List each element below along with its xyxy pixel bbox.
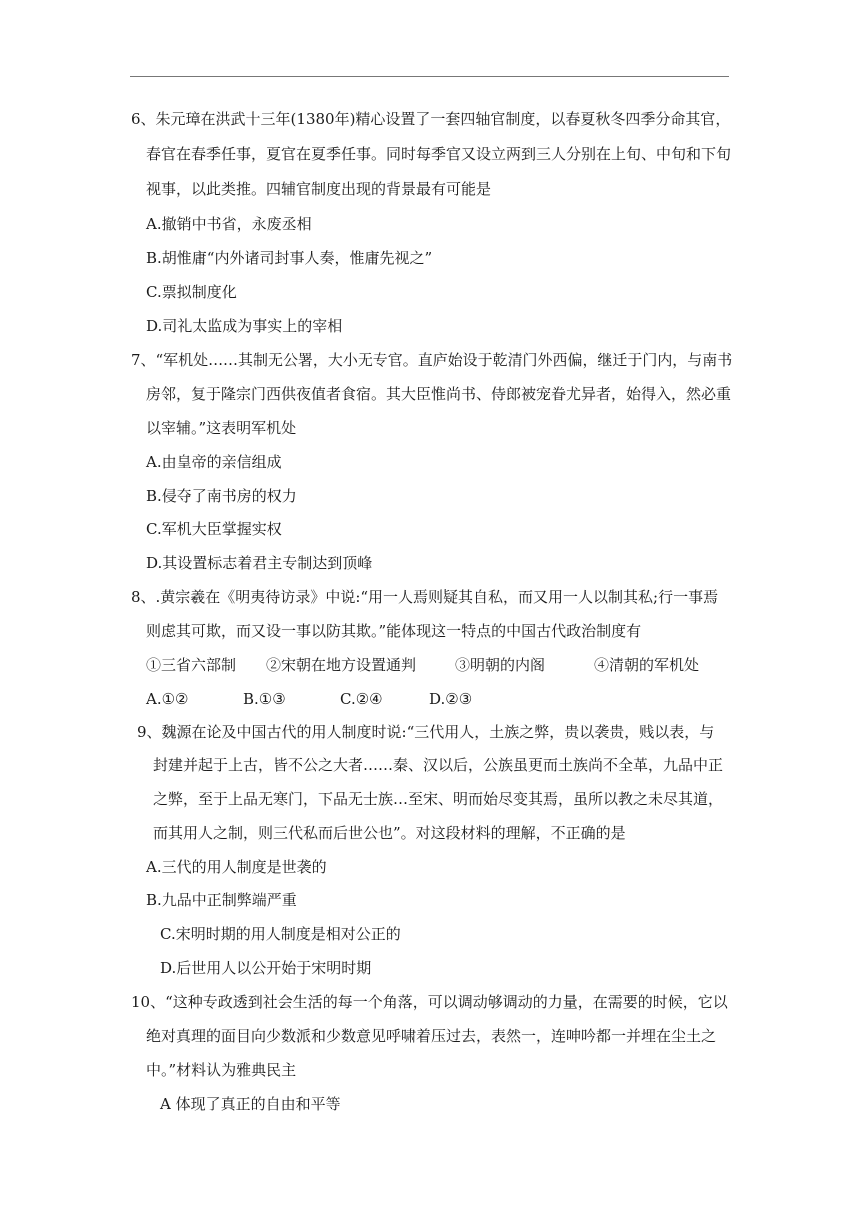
question-9-line-4: 而其用人之制，则三代私而后世公也”。对这段材料的理解，不正确的是 — [153, 824, 626, 842]
question-8-line-2: 则虑其可欺，而又设一事以防其欺。”能体现这一特点的中国古代政治制度有 — [146, 622, 642, 640]
question-10-option-a: A 体现了真正的自由和平等 — [160, 1095, 341, 1113]
question-6-option-a: A.撤销中书省，永废丞相 — [146, 215, 312, 233]
question-8-line-1: 8、.黄宗羲在《明夷待访录》中说:“用一人焉则疑其自私，而又用一人以制其私;行一事焉 — [131, 588, 719, 606]
question-8-option-c: C.②④ — [340, 690, 383, 708]
question-7-option-a: A.由皇帝的亲信组成 — [146, 453, 282, 471]
question-8-item-4: ④清朝的军机处 — [594, 656, 700, 674]
question-10-line-1: 10、“这种专政透到社会生活的每一个角落，可以调动够调动的力量，在需要的时候，它以 — [131, 993, 728, 1011]
question-8-option-b: B.①③ — [243, 690, 286, 708]
question-9-option-c: C.宋明时期的用人制度是相对公正的 — [160, 925, 401, 943]
question-6-option-d: D.司礼太监成为事实上的宰相 — [146, 317, 343, 335]
question-7-option-b: B.侵夺了南书房的权力 — [146, 487, 297, 505]
question-8-option-d: D.②③ — [429, 690, 473, 708]
question-6-line-3: 视事，以此类推。四辅官制度出现的背景最有可能是 — [146, 180, 492, 198]
question-9-option-d: D.后世用人以公开始于宋明时期 — [160, 959, 372, 977]
question-7-option-d: D.其设置标志着君主专制达到顶峰 — [146, 554, 373, 572]
header-rule — [130, 76, 729, 77]
question-6-line-1: 6、朱元璋在洪武十三年(1380年)精心设置了一套四轴官制度，以春夏秋冬四季分命其官， — [131, 110, 731, 128]
question-10-line-3: 中。”材料认为雅典民主 — [146, 1061, 297, 1079]
question-8-options-row — [146, 689, 546, 709]
question-6-line-2: 春官在春季任事，夏官在夏季任事。同时每季官又设立两到三人分别在上旬、中旬和下旬 — [146, 145, 732, 163]
question-8-item-3: ③明朝的内阁 — [455, 656, 546, 674]
question-7-line-3: 以宰辅。”这表明军机处 — [146, 419, 297, 437]
question-8-option-a: A.①② — [146, 690, 189, 708]
question-6-option-b: B.胡惟庸“内外诸司封事人奏，惟庸先视之” — [146, 249, 433, 267]
question-9-line-2: 封建并起于上古，皆不公之大者……秦、汉以后，公族虽更而土族尚不全革，九品中正 — [153, 756, 724, 774]
question-9-line-1: 9、魏源在论及中国古代的用人制度时说:“三代用人，土族之弊，贵以袭贵，贱以表，与 — [137, 723, 715, 741]
question-9-option-b: B.九品中正制弊端严重 — [146, 891, 297, 909]
question-7-line-1: 7、“军机处……其制无公署，大小无专官。直庐始设于乾清门外西偏，继迁于门内，与南书 — [131, 351, 733, 369]
question-8-item-1: ①三省六部制 — [146, 656, 237, 674]
question-8-item-2: ②宋朝在地方设置通判 — [266, 656, 417, 674]
question-9-option-a: A.三代的用人制度是世袭的 — [146, 858, 327, 876]
question-10-line-2: 绝对真理的面目向少数派和少数意见呼啸着压过去，表然一，连呻吟都一并埋在尘土之 — [146, 1027, 717, 1045]
question-7-line-2: 房邻，复于隆宗门西供夜值者食宿。其大臣惟尚书、侍郎被宠眷尤异者，始得入，然必重 — [146, 385, 732, 403]
question-7-option-c: C.军机大臣掌握实权 — [146, 520, 282, 538]
question-9-line-3: 之弊，至于上品无寒门，下品无士族…至宋、明而始尽变其焉，虽所以教之未尽其道， — [153, 790, 724, 808]
question-8-items-row — [146, 655, 729, 675]
question-6-option-c: C.票拟制度化 — [146, 283, 237, 301]
